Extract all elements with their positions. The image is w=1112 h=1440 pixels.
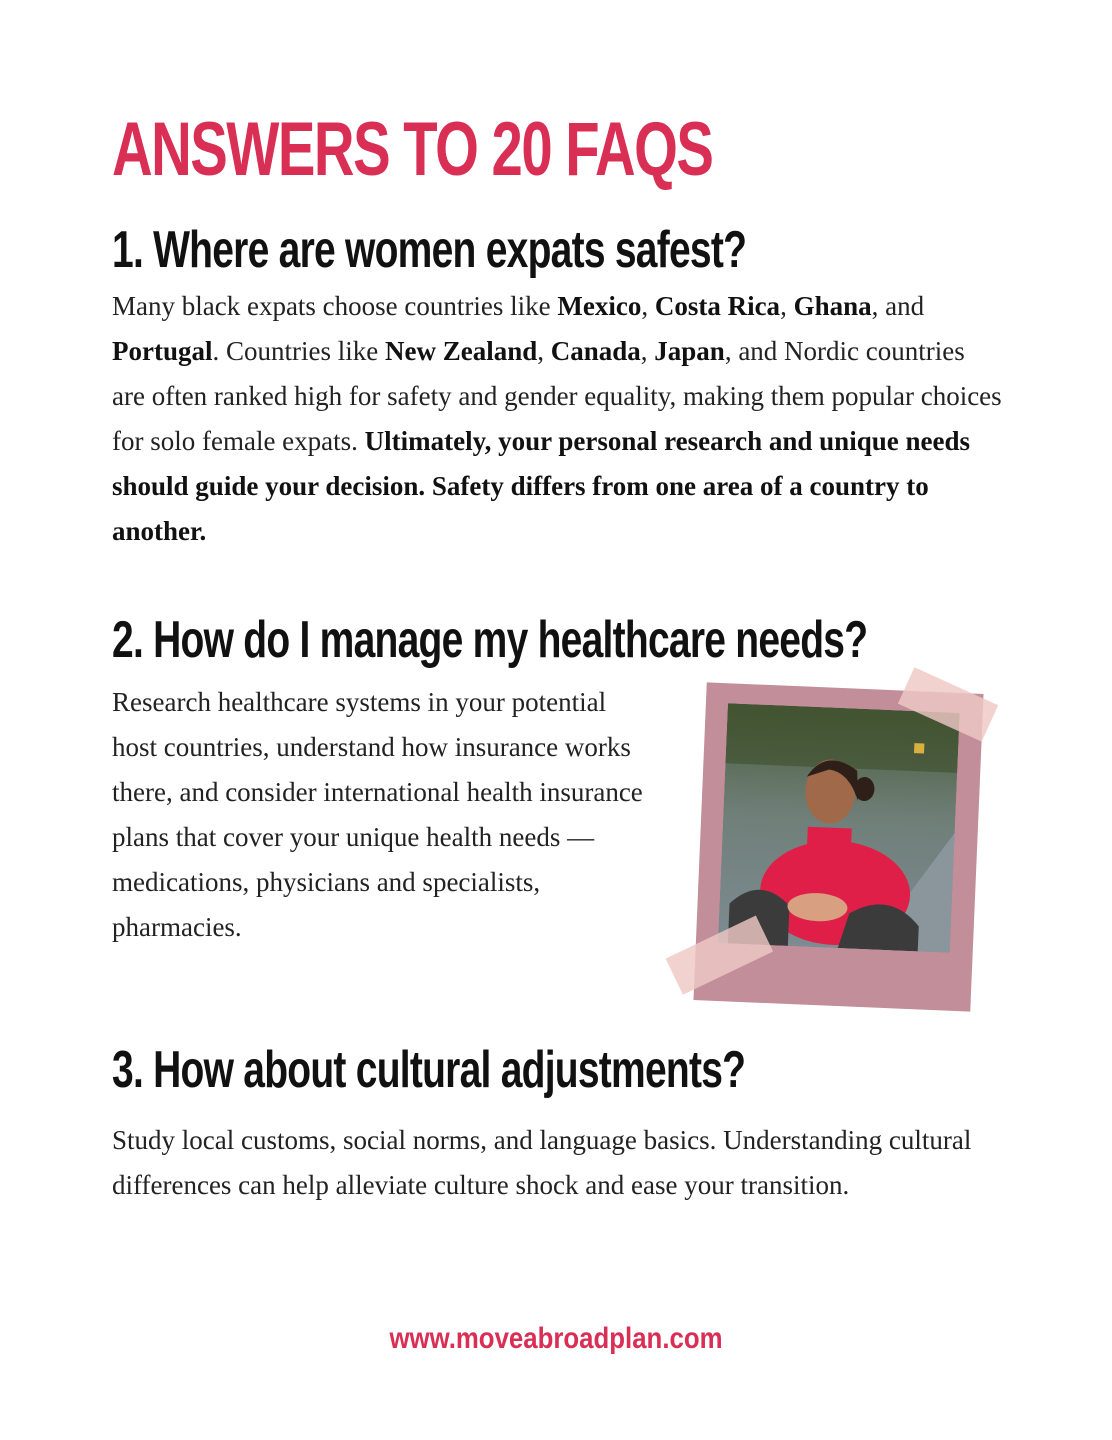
bold-text-run: Costa Rica — [654, 291, 781, 321]
text-run: , — [780, 291, 794, 321]
text-run: , and — [871, 291, 925, 321]
faq-1-answer — [112, 284, 1002, 554]
page-title: ANSWERS TO 20 FAQS — [112, 107, 713, 192]
bold-text-run: Ghana — [793, 291, 872, 321]
faq-2-answer — [112, 680, 652, 950]
bold-text-run: Japan — [654, 336, 725, 366]
text-run: , and Nordic countries are often ranked high for safety and gender equality, making them popular choices for solo female expats. — [112, 336, 1002, 456]
text-run: Many black expats choose countries like — [112, 291, 558, 321]
text-run: . Countries like — [212, 336, 385, 366]
faq-2-question: 2. How do I manage my healthcare needs? — [112, 611, 868, 669]
bold-text-run: New Zealand — [384, 336, 538, 366]
text-run: Research healthcare systems in your potential host countries, understand how insurance works there, and consider international health insurance plans that cover your unique health needs — medications, physicians and specialists, pharmacies. — [112, 687, 643, 942]
footer-url-link[interactable]: www.moveabroadplan.com — [389, 1322, 723, 1355]
text-run: , — [537, 336, 551, 366]
bold-text-run: Portugal — [112, 336, 213, 366]
text-run: , — [641, 291, 655, 321]
text-run: Study local customs, social norms, and language basics. Understanding cultural differences can help alleviate culture shock and ease your transition. — [112, 1125, 972, 1200]
polaroid-photo-frame — [693, 682, 983, 1011]
faq-1-question: 1. Where are women expats safest? — [112, 221, 747, 279]
bold-text-run: Ultimately, your personal research and unique needs should guide your decision. Safety differs from one area of a country to another. — [112, 426, 970, 546]
bold-text-run: Mexico — [557, 291, 642, 321]
faq-3-answer — [112, 1118, 1002, 1208]
text-run: , — [640, 336, 655, 366]
bold-text-run: Canada — [550, 336, 641, 366]
faq-3-question: 3. How about cultural adjustments? — [112, 1041, 746, 1099]
